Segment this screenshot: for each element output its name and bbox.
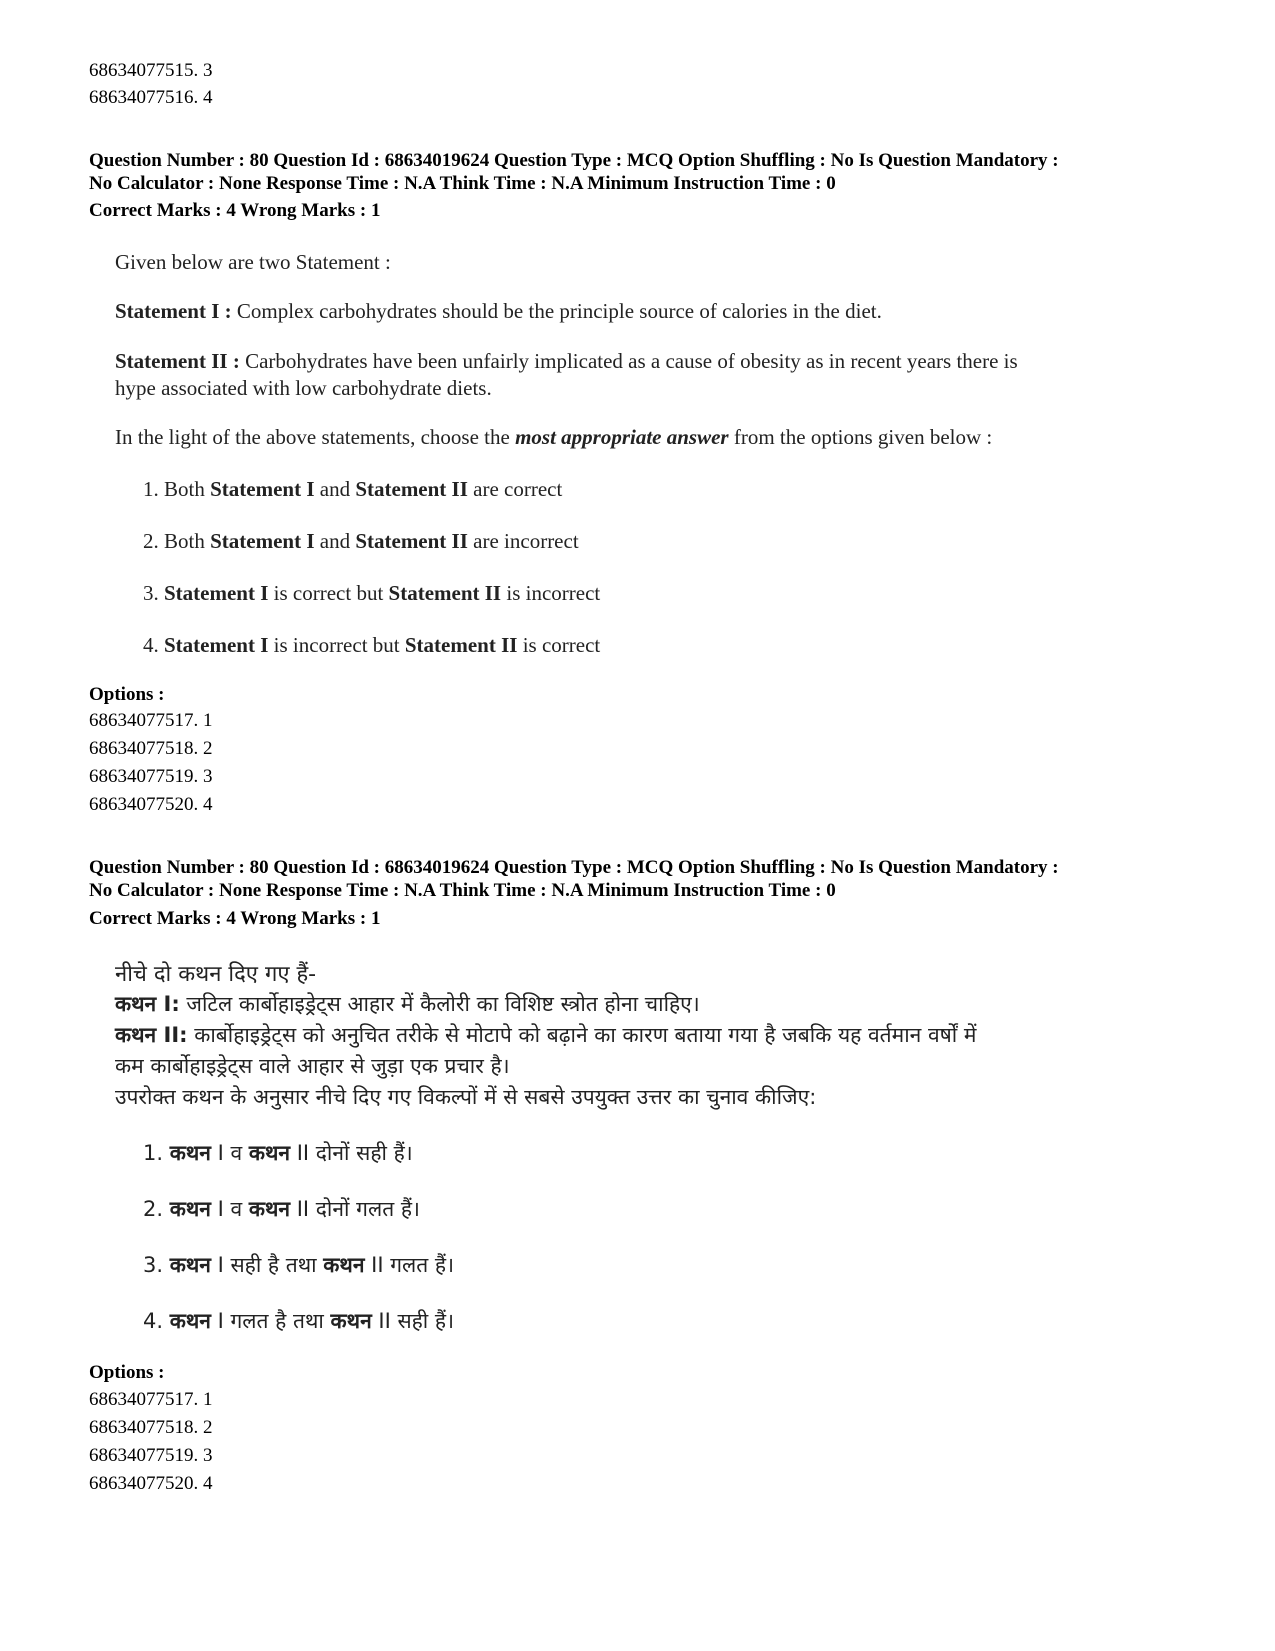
prev-option-line: 68634077515. 3: [89, 60, 213, 81]
question-meta-line: No Calculator : None Response Time : N.A Think Time : N.A Minimum Instruction Time : 0: [89, 880, 836, 901]
statement-2-continued-hindi: कम कार्बोहाइड्रेट्स वाले आहार से जुड़ा एक प्रचार है।: [115, 1054, 510, 1078]
choice-text: II सही हैं।: [371, 1309, 455, 1333]
statement-1: [115, 299, 882, 324]
statement-2: [115, 349, 1018, 374]
statement-2-label-hindi: कथन II:: [115, 1023, 188, 1047]
option-line: 68634077519. 3: [89, 1445, 213, 1466]
choice-bold: Statement I: [210, 477, 315, 501]
option-line: 68634077520. 4: [89, 794, 213, 815]
choice-number: 3.: [143, 1253, 170, 1277]
choice-text: is incorrect but: [268, 633, 405, 657]
choice-text: is correct: [517, 633, 601, 657]
question-intro-hindi: नीचे दो कथन दिए गए हैं-: [115, 962, 317, 987]
choice-bold: Statement II: [355, 529, 468, 553]
answer-choice: [143, 633, 600, 658]
choice-bold: Statement II: [355, 477, 468, 501]
choice-text: is incorrect: [501, 581, 601, 605]
question-prompt: [115, 425, 992, 450]
question-meta-line: No Calculator : None Response Time : N.A Think Time : N.A Minimum Instruction Time : 0: [89, 173, 836, 194]
options-label: Options :: [89, 1362, 165, 1383]
choice-bold: कथन: [169, 1309, 211, 1333]
choice-number: 1. Both: [143, 477, 211, 501]
choice-text: are incorrect: [467, 529, 579, 553]
choice-bold: कथन: [248, 1197, 291, 1221]
prev-option-line: 68634077516. 4: [89, 87, 213, 108]
statement-2-continued: hype associated with low carbohydrate diets.: [115, 376, 492, 400]
question-marks: Correct Marks : 4 Wrong Marks : 1: [89, 200, 381, 221]
choice-number: 2. Both: [143, 529, 211, 553]
choice-bold: कथन: [169, 1141, 211, 1165]
answer-choice-hindi: [143, 1195, 420, 1223]
choice-bold: कथन: [330, 1309, 372, 1333]
statement-1-label-hindi: कथन I:: [115, 992, 180, 1016]
statement-1-text: Complex carbohydrates should be the principle source of calories in the diet.: [231, 299, 882, 323]
option-line: 68634077520. 4: [89, 1473, 213, 1494]
choice-number: 1.: [143, 1141, 170, 1165]
choice-bold: कथन: [169, 1253, 211, 1277]
statement-1-label: Statement I :: [115, 299, 232, 323]
option-line: 68634077519. 3: [89, 766, 213, 787]
answer-choice: [143, 529, 579, 554]
choice-text: I गलत है तथा: [210, 1309, 331, 1333]
choice-text: is correct but: [268, 581, 389, 605]
option-line: 68634077517. 1: [89, 1389, 213, 1410]
options-label: Options :: [89, 684, 165, 705]
choice-text: II दोनों सही हैं।: [290, 1141, 413, 1165]
question-prompt-hindi: उपरोक्त कथन के अनुसार नीचे दिए गए विकल्पों में से सबसे उपयुक्त उत्तर का चुनाव कीजिए:: [115, 1085, 817, 1109]
choice-bold: Statement I: [164, 581, 269, 605]
option-line: 68634077518. 2: [89, 738, 213, 759]
choice-text: are correct: [467, 477, 563, 501]
choice-number: 4.: [143, 633, 164, 657]
question-intro: Given below are two Statement :: [115, 250, 391, 274]
statement-2-text-hindi: कार्बोहाइड्रेट्स को अनुचित तरीके से मोटापे को बढ़ाने का कारण बताया गया है जबकि यह वर्तमान वर्षों में: [187, 1023, 977, 1047]
choice-text: I व: [210, 1141, 249, 1165]
choice-number: 4.: [143, 1309, 170, 1333]
choice-bold: कथन: [248, 1141, 291, 1165]
prompt-text: from the options given below :: [728, 425, 993, 449]
choice-text: II दोनों गलत हैं।: [290, 1197, 420, 1221]
choice-text: I व: [210, 1197, 249, 1221]
option-line: 68634077518. 2: [89, 1417, 213, 1438]
option-line: 68634077517. 1: [89, 710, 213, 731]
choice-bold: Statement II: [388, 581, 502, 605]
choice-text: and: [314, 477, 356, 501]
choice-bold: Statement I: [210, 529, 315, 553]
statement-1-hindi: [115, 990, 700, 1018]
statement-1-text-hindi: जटिल कार्बोहाइड्रेट्स आहार में कैलोरी का विशिष्ट स्त्रोत होना चाहिए।: [179, 992, 700, 1016]
answer-choice-hindi: [143, 1139, 413, 1167]
choice-number: 2.: [143, 1197, 170, 1221]
statement-2-label: Statement II :: [115, 349, 240, 373]
choice-bold: कथन: [323, 1253, 365, 1277]
choice-text: I सही है तथा: [210, 1253, 324, 1277]
choice-bold: Statement I: [164, 633, 269, 657]
question-meta-line: Question Number : 80 Question Id : 68634019624 Question Type : MCQ Option Shuffling : No Is Question Mandatory :: [89, 857, 1059, 878]
choice-number: 3.: [143, 581, 164, 605]
statement-2-hindi: [115, 1021, 976, 1049]
question-meta-line: Question Number : 80 Question Id : 68634019624 Question Type : MCQ Option Shuffling : No Is Question Mandatory :: [89, 150, 1059, 171]
answer-choice-hindi: [143, 1307, 454, 1335]
choice-bold: कथन: [169, 1197, 211, 1221]
answer-choice-hindi: [143, 1251, 454, 1279]
answer-choice: [143, 581, 600, 606]
prompt-emphasis: most appropriate answer: [515, 425, 729, 449]
statement-2-text: Carbohydrates have been unfairly implicated as a cause of obesity as in recent years there is: [239, 349, 1018, 373]
choice-text: and: [314, 529, 356, 553]
answer-choice: [143, 477, 562, 502]
choice-text: II गलत हैं।: [364, 1253, 455, 1277]
question-marks: Correct Marks : 4 Wrong Marks : 1: [89, 908, 381, 929]
prompt-text: In the light of the above statements, choose the: [115, 425, 516, 449]
choice-bold: Statement II: [404, 633, 518, 657]
